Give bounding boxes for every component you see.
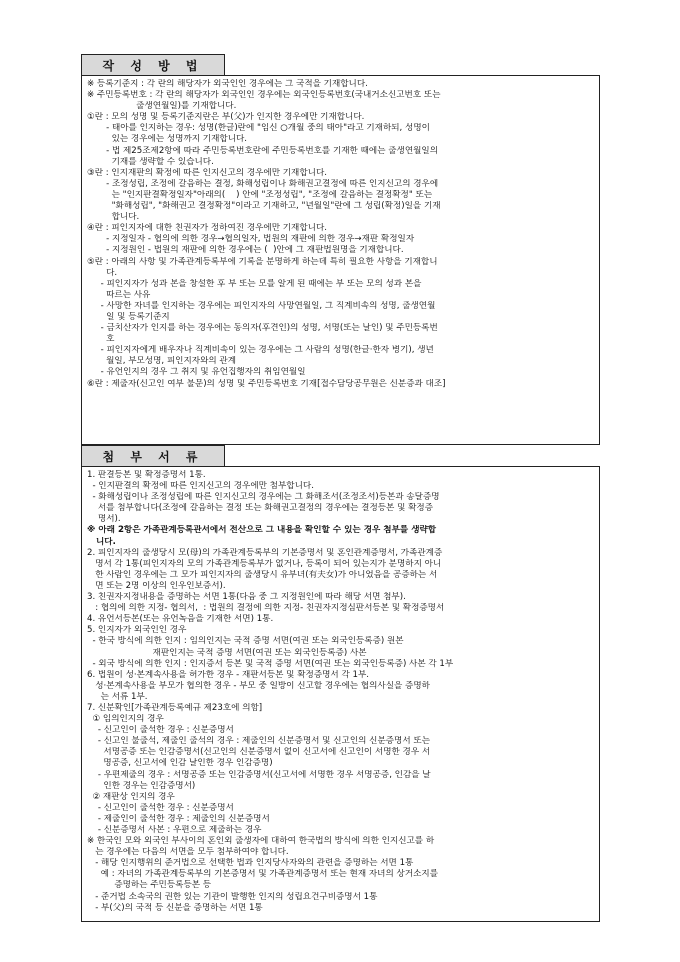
- text-line: 는 "인지판결확정일자"아래의( ) 안에 "조정성립", "조정에 갈음하는 결정확정" 또는: [87, 189, 433, 200]
- text-line: - 준거법 소속국의 권한 있는 기관이 발행한 인지의 성립요건구비증명서 1통: [87, 891, 378, 902]
- text-line: - 태아를 인지하는 경우: 성명(한글)란에 "임신 ○개월 중의 태아"라고 기재하되, 성명이: [87, 123, 430, 134]
- text-line: 명서).: [87, 514, 121, 525]
- text-line: - 신고인이 출석한 경우 : 신분증명서: [87, 725, 234, 736]
- text-line: 2. 피인지자의 출생당시 모(母)의 가족관계등록부의 기본증명서 및 혼인관계증명서, 가족관계증: [87, 547, 443, 558]
- text-line: 6. 법원이 성·본계속사용을 허가한 경우 - 재판서등본 및 확정증명서 각 1부.: [87, 669, 369, 680]
- text-line: ⑥란 : 제출자(신고인 여부 불문)의 성명 및 주민등록번호 기재[접수담당공무원은 신분증과 대조]: [87, 378, 446, 389]
- text-line: 는 경우에는 다음의 서면을 모두 첨부하여야 합니다.: [87, 847, 289, 858]
- text-line: 한 사람인 경우에는 그 모가 피인지자의 출생당시 유부녀(有夫女)가 아니었음을 공증하는 서: [87, 569, 438, 580]
- text-line: - 화해성립이나 조정성립에 따른 인지신고의 경우에는 그 화해조서(조정조서)등본과 송달증명: [87, 492, 440, 503]
- text-line: - 신고인이 출석한 경우 : 신분증명서: [87, 802, 234, 813]
- text-line: 니다.: [87, 536, 116, 547]
- text-line: - 유언인지의 경우 그 취지 및 유언집행자의 취임연월일: [87, 367, 306, 378]
- text-line: - 지정일자 - 협의에 의한 경우→협의일자, 법원의 재판에 의한 경우→재판 확정일자: [87, 234, 415, 245]
- text-line: 4. 유언서등본(또는 유언녹음을 기재한 서면) 1통.: [87, 614, 274, 625]
- text-line: - 한국 방식에 의한 인지 : 임의인지는 국적 증명 서면(여권 또는 외국인등록증) 원본: [87, 636, 404, 647]
- text-line: 성·본계속사용을 부모가 협의한 경우 - 부모 중 일방이 신고할 경우에는 협의사실을 증명하: [87, 680, 430, 691]
- text-line: - 조정성립, 조정에 갈음하는 결정, 화해성립이나 화해권고결정에 따른 인지신고의 경우에: [87, 178, 439, 189]
- text-line: - 우편제출의 경우 : 서명공증 또는 인감증명서(신고서에 서명한 경우 서명공증, 인감을 날: [87, 769, 431, 780]
- text-line: - 법 제25조제2항에 따라 주민등록번호란에 주민등록번호를 기재한 때에는 출생연월일의: [87, 145, 439, 156]
- text-line: - 사망한 자녀를 인지하는 경우에는 피인지자의 사망연월일, 그 직계비속의 성명, 출생연월: [87, 300, 436, 311]
- text-line: - 부(父)의 국적 등 신분을 증명하는 서면 1통: [87, 902, 263, 913]
- text-line: ③란 : 인지재판의 확정에 따른 인지신고의 경우에만 기재합니다.: [87, 167, 327, 178]
- text-line: ※ 등록기준지 : 각 란의 해당자가 외국인인 경우에는 그 국적을 기재합니다.: [87, 79, 368, 89]
- section-title-attachments: 첨 부 서 류: [81, 445, 225, 466]
- writing-method-box: [81, 75, 600, 445]
- text-line: ④란 : 피인지자에 대한 친권자가 정하여진 경우에만 기재합니다.: [87, 223, 327, 234]
- text-line: - 금치산자가 인지를 하는 경우에는 동의자(후견인)의 성명, 서명(또는 날인) 및 주민등록번: [87, 323, 438, 334]
- text-line: 일 및 등록기준지: [87, 311, 170, 322]
- text-line: - 제출인이 출석한 경우 : 제출인의 신분증명서: [87, 813, 270, 824]
- text-line: 는 서류 1부.: [87, 691, 148, 702]
- text-line: - 피인지자에게 배우자나 직계비속이 있는 경우에는 그 사람의 성명(한글·한자 병기), 생년: [87, 345, 434, 356]
- text-line: 명공증, 신고서에 인감 날인한 경우 인감증명): [87, 758, 273, 769]
- text-line: 월일, 부모성명, 피인지자와의 관계: [87, 356, 237, 367]
- text-line: 서명공증 또는 인감증명서(신고인의 신분증명서 없이 신고서에 신고인이 서명한 경우 서: [87, 747, 431, 758]
- text-line: ※ 한국인 모와 외국인 부사이의 혼인외 출생자에 대하여 한국법의 방식에 의한 인지신고를 하: [87, 836, 435, 847]
- text-line: ⑤란 : 아래의 사항 및 가족관계등록부에 기록을 분명하게 하는데 특히 필요한 사항을 기재합니: [87, 256, 438, 267]
- text-line: 합니다.: [87, 212, 140, 223]
- text-line: - 신고인 불출석, 제출인 출석의 경우 : 제출인의 신분증명서 및 신고인의 신분증명서 또는: [87, 736, 430, 747]
- text-line: ①란 : 모의 성명 및 등록기준지란은 부(父)가 인지한 경우에만 기재합니다.: [87, 112, 365, 123]
- text-line: - 피인지자가 성과 본을 창설한 후 부 또는 모를 알게 된 때에는 부 또는 모의 성과 본을: [87, 278, 422, 289]
- text-line: - 외국 방식에 의한 인지 : 인지증서 등본 및 국적 증명 서면(여권 또는 외국인등록증) 사본 각 1부: [87, 658, 454, 669]
- text-line: 예 : 자녀의 가족관계등록부의 기본증명서 및 가족관계증명서 또는 현재 자녀의 상거소지를: [87, 869, 439, 880]
- text-line: 재판인지는 국적 증명 서면(여권 또는 외국인등록증) 사본: [87, 647, 367, 658]
- text-line: 서를 첨부합니다(조정에 갈음하는 결정 또는 화해권고결정의 경우에는 결정등본 및 확정증: [87, 503, 434, 514]
- text-line: 기재를 생략할 수 있습니다.: [87, 156, 214, 167]
- text-line: : 협의에 의한 지정- 협의서, : 법원의 결정에 의한 지정- 친권자지정심판서등본 및 확정증명서: [87, 603, 445, 614]
- text-line: 3. 친권자지정내용을 증명하는 서면 1통(다음 중 그 지정원인에 따라 해당 서면 첨부).: [87, 592, 406, 603]
- text-line: 있는 경우에는 성명까지 기재합니다.: [87, 134, 248, 145]
- text-line: - 지정원인 - 법원의 재판에 의한 경우에는 ( )안에 그 재판법원명을 기재합니다.: [87, 245, 404, 256]
- text-line: ※ 주민등록번호 : 각 란의 해당자가 외국인인 경우에는 외국인등록번호(국내거소신고번호 또는: [87, 90, 441, 101]
- text-line: 호: [87, 334, 115, 345]
- text-line: ① 임의인지의 경우: [87, 714, 164, 725]
- text-line: "화해성립", "화해권고 결정확정"이라고 기재하고, "년월일"란에 그 성립(확정)일을 기재: [87, 201, 441, 212]
- text-line: 명서 각 1통(피인지자의 모의 가족관계등록부가 없거나, 등록이 되어 있는지가 분명하지 아니: [87, 558, 442, 569]
- text-line: 면 또는 2명 이상의 인우인보증서).: [87, 580, 226, 591]
- text-line: 출생연월일)를 기재합니다.: [87, 101, 237, 112]
- text-line: 따르는 사유: [87, 289, 151, 300]
- text-line: 1. 판결등본 및 확정증명서 1통.: [87, 470, 206, 480]
- text-line: 증명하는 주민등록등본 등: [87, 880, 212, 891]
- text-line: ※ 아래 2항은 가족관계등록관서에서 전산으로 그 내용을 확인할 수 있는 경우 첨부를 생략합: [87, 525, 437, 536]
- section-title-writing-method: 작 성 방 법: [81, 54, 225, 75]
- attachments-box: [81, 466, 600, 922]
- text-line: - 신분증명서 사본 : 우편으로 제출하는 경우: [87, 825, 262, 835]
- instruction-page: [81, 54, 600, 922]
- text-line: ② 재판상 인지의 경우: [87, 791, 175, 802]
- text-line: - 인지판결의 확정에 따른 인지신고의 경우에만 첨부합니다.: [87, 481, 314, 492]
- text-line: 7. 신분확인[가족관계등록예규 제23호에 의함]: [87, 702, 263, 713]
- text-line: 인한 경우는 인감증명서): [87, 780, 196, 791]
- text-line: 5. 인지자가 외국인인 경우: [87, 625, 187, 636]
- text-line: 다.: [87, 267, 118, 278]
- text-line: - 해당 인지행위의 준거법으로 선택한 법과 인지당사자와의 관련을 증명하는 서면 1통: [87, 858, 414, 869]
